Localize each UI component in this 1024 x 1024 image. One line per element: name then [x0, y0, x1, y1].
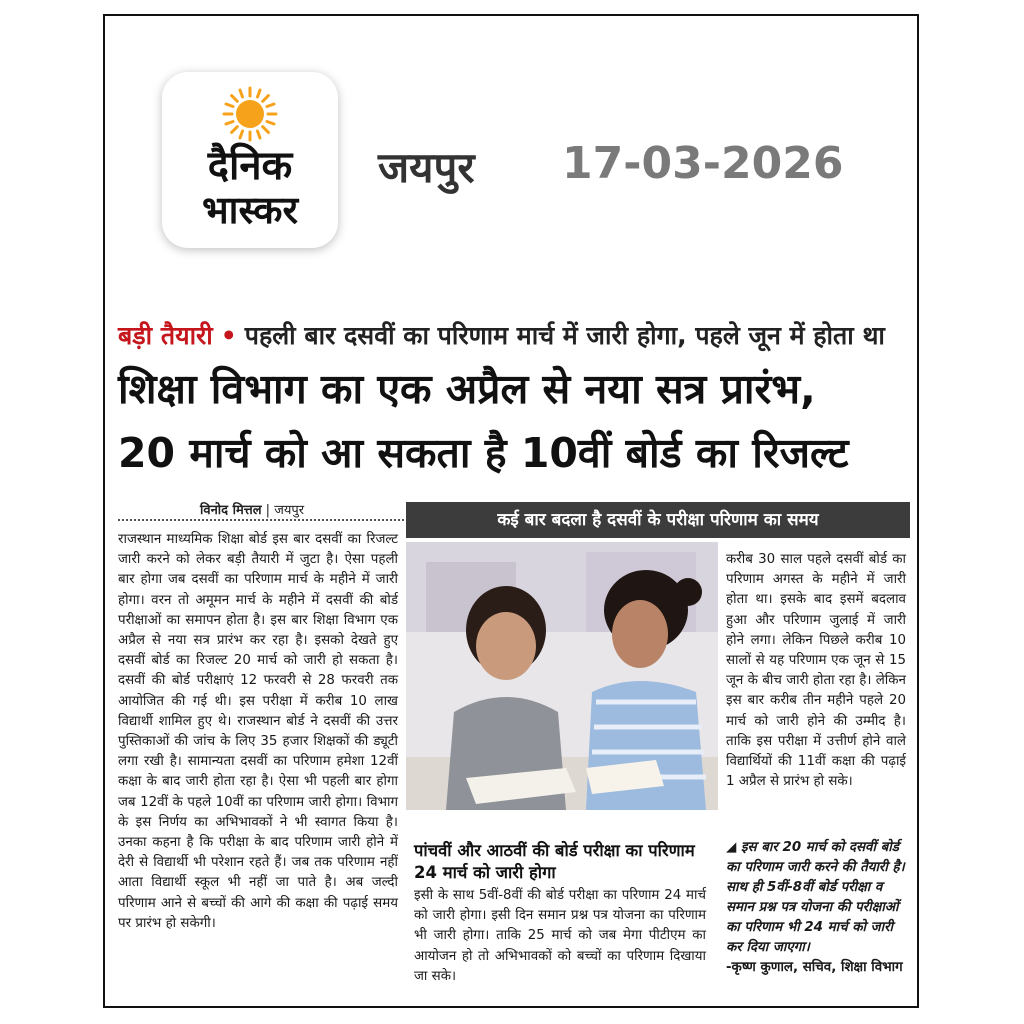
logo-text-bhaskar: भास्कर: [201, 188, 299, 232]
quote-author: -कृष्ण कुणाल, सचिव, शिक्षा विभाग: [726, 960, 903, 975]
logo-text-dainik: दैनिक: [207, 143, 293, 189]
article-body-main: राजस्थान माध्यमिक शिक्षा बोर्ड इस बार दसवीं का रिजल्ट जारी करने को लेकर बड़ी तैयारी में जुटा है। ऐसा पहली बार होगा जब दसवीं का परिणाम मार्च के महीने में जारी होगा। वरन तो अमूमन मार्च के महीने में दसवीं की बोर्ड परीक्षाओं का समापन होता है। इस बार शिक्षा विभाग एक अप्रैल से नया सत्र प्रारंभ कर रहा है। इसको देखते हुए दसवीं बोर्ड का रिजल्ट 20 मार्च को जारी हो सकता है। दसवीं की बोर्ड परीक्षाएं 12 फरवरी से 28 फरवरी तक आयोजित की गई थी। इस परीक्षा में करीब 10 लाख विद्यार्थी शामिल हुए थे। राजस्थान बोर्ड ने दसवीं की उत्तर पुस्तिकाओं की जांच के लिए 35 हजार शिक्षकों की ड्यूटी लगा रखी है। सामान्यता दसवीं का परिणाम हमेशा 12वीं कक्षा के बाद जारी होता रहा है। ऐसा भी पहली बार होगा जब 12वीं के पहले 10वीं का परिणाम जारी होगा। विभाग के इस निर्णय का अभिभावकों ने भी स्वागत किया है। उनका कहना है कि परीक्षा के बाद परिणाम जारी होने में देरी से विद्यार्थी भी परेशान रहते हैं। जब तक परिणाम नहीं आता विद्यार्थी स्कूल भी नहीं जा पाते है। अब जल्दी परिणाम आने से बच्चों की आगे की कक्षा की पढ़ाई समय पर प्रारंभ हो सकेगी।: [118, 532, 398, 931]
kicker-label: बड़ी तैयारी: [118, 321, 213, 350]
article-body-right: करीब 30 साल पहले दसवीं बोर्ड का परिणाम अगस्त के महीने में जारी होता था। इसके बाद इसमें बदलाव हुआ और परिणाम जुलाई में जारी होने लगा। लेकिन पिछले करीब 10 सालों से यह परिणाम एक जून से 15 जून के बीच जारी होता रहा है। लेकिन इस बार करीब तीन महीने पहले 20 मार्च को जारी होने की उम्मीद है। ताकि इस परीक्षा में उत्तीर्ण होने वाले विद्यार्थियों की 11वीं कक्षा की पढ़ाई 1 अप्रैल से प्रारंभ हो सके।: [726, 552, 906, 790]
section-title-bar: कई बार बदला है दसवीं के परीक्षा परिणाम का समय: [406, 502, 910, 538]
headline-line-1: शिक्षा विभाग का एक अप्रैल से नया सत्र प्रारंभ,: [118, 365, 816, 413]
date-label: 17-03-2026: [562, 138, 844, 189]
byline: विनोद मित्तल | जयपुर: [200, 503, 305, 518]
byline-city: जयपुर: [274, 503, 305, 518]
byline-rule: [118, 519, 408, 521]
quote-box: [726, 838, 906, 978]
sub-article-body: इसी के साथ 5वीं-8वीं की बोर्ड परीक्षा का परिणाम 24 मार्च को जारी होगा। इसी दिन समान प्रश्न पत्र योजना का परिणाम भी जारी होगा। ताकि 25 मार्च को जब मेगा पीटीएम का आयोजन हो तो अभिभावकों को बच्चों का परिणाम दिखाया जा सके।: [414, 888, 706, 984]
quote-marker-icon: ◢: [726, 840, 741, 855]
kicker-bullet: •: [220, 321, 237, 350]
quote-text: इस बार 20 मार्च को दसवीं बोर्ड का परिणाम जारी करने की तैयारी है। साथ ही 5वीं-8वीं बोर्ड परीक्षा व समान प्रश्न पत्र योजना की परीक्षाओं का परिणाम भी 24 मार्च को जारी कर दिया जाएगा।: [726, 840, 905, 955]
headline-line-2: 20 मार्च को आ सकता है 10वीं बोर्ड का रिजल्ट: [118, 429, 849, 477]
sub-headline: पांचवीं और आठवीं की बोर्ड परीक्षा का परिणाम 24 मार्च को जारी होगा: [414, 841, 695, 882]
dainik-bhaskar-logo: [162, 72, 338, 248]
students-studying-photo: [406, 542, 718, 810]
kicker-text: पहली बार दसवीं का परिणाम मार्च में जारी होगा, पहले जून में होता था: [244, 321, 885, 350]
sun-icon: [222, 86, 278, 142]
city-label: जयपुर: [378, 143, 475, 192]
byline-name: विनोद मित्तल: [200, 503, 262, 518]
kicker-line: [118, 318, 918, 352]
